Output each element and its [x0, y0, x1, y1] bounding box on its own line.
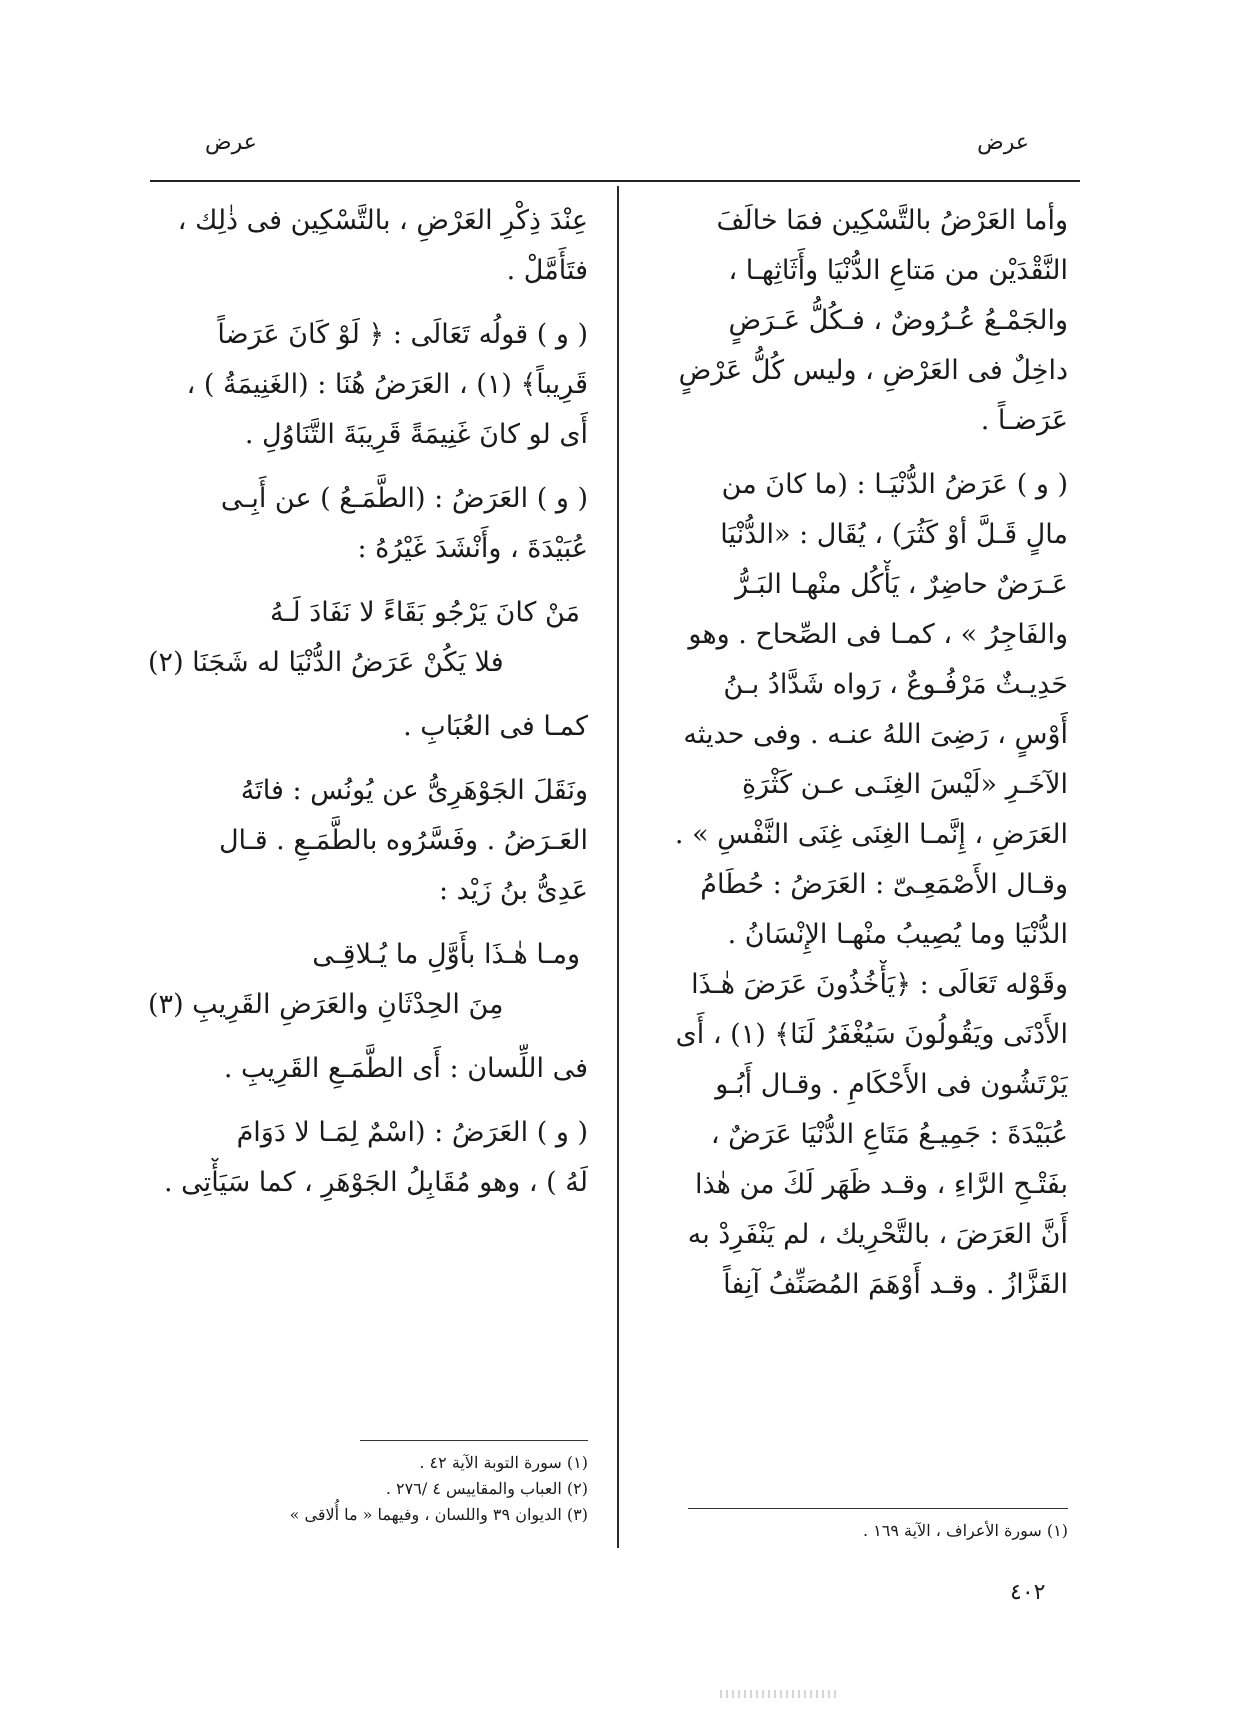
header-rule — [150, 180, 1080, 182]
paragraph — [140, 310, 588, 460]
text-line: داخِلٌ فى العَرْضِ ، وليس كُلُّ عَرْضٍ — [678, 355, 1068, 386]
text-line: أَنَّ العَرَضَ ، بالتَّحْرِيك ، لم يَنْفَرِدْ به — [687, 1219, 1068, 1250]
paragraph — [140, 702, 588, 752]
footnotes-left — [140, 1450, 588, 1528]
verse-hemistich-first: مَنْ كانَ يَرْجُو بَقَاءً لا نَفَادَ لَـهُ — [270, 597, 580, 628]
footnotes-right — [650, 1518, 1068, 1544]
text-line: النَّقْدَيْن من مَتاعِ الدُّنْيَا وأَثَاثِهـا ، — [728, 255, 1068, 286]
text-line: فى اللِّسان : أَى الطَّمَـعِ القَرِيبِ . — [223, 1053, 588, 1084]
text-line: يَرْتَشُون فى الأَحْكَامِ . وقـال أَبُـو — [715, 1069, 1068, 1100]
verse-hemistich-second: مِنَ الحِدْثَانِ والعَرَضِ القَرِيبِ (٣) — [148, 989, 504, 1020]
text-line: والجَمْـعُ عُـرُوضٌ ، فـكُلُّ عَـرَضٍ — [728, 305, 1068, 336]
text-line: ونَقَلَ الجَوْهَرِىُّ عن يُونُس : فاتَهُ — [240, 775, 588, 806]
left-column — [140, 196, 588, 1222]
text-line: بفَتْـحِ الرَّاءِ ، وقـد ظَهَر لَكَ من هٰذا — [694, 1169, 1068, 1200]
footnote: (٢) العباب والمقاييس ٤ /٢٧٦ . — [385, 1479, 588, 1498]
footnote-rule-left — [360, 1440, 588, 1441]
page-number: ٤٠٢ — [1010, 1580, 1046, 1605]
text-line: ( و ) عَرَضُ الدُّنْيَـا : (ما كانَ من — [721, 469, 1068, 500]
text-line: عُبَيْدَةَ ، وأَنْشَدَ غَيْرُهُ : — [357, 533, 588, 564]
text-line: أَى لو كانَ غَنِيمَةً قَرِيبَةَ التَّنَاوُلِ . — [244, 419, 588, 450]
paragraph — [140, 196, 588, 296]
footnote: (١) سورة التوبة الآية ٤٢ . — [419, 1453, 588, 1472]
paragraph — [140, 1044, 588, 1094]
running-head-right: عرض — [977, 130, 1029, 155]
text-line: فتَأَمَّلْ . — [506, 255, 588, 286]
text-line: كمـا فى العُبَابِ . — [403, 711, 588, 742]
text-line: قَرِيباً﴾ (١) ، العَرَضُ هُنَا : (الغَنِيمَةُ ) ، — [186, 369, 588, 400]
running-head-left: عرض — [205, 130, 257, 155]
footnote-rule-right — [688, 1508, 1068, 1509]
paragraph — [140, 474, 588, 574]
text-line: العَـرَضُ . وفَسَّرُوه بالطَّمَـعِ . قـال — [218, 825, 588, 856]
text-line: حَدِيـثٌ مَرْفُـوعٌ ، رَواه شَدَّادُ بـنُ — [723, 669, 1068, 700]
text-line: والفَاجِرُ » ، كمـا فى الصِّحاح . وهو — [688, 619, 1068, 650]
paragraph — [140, 766, 588, 916]
text-line: الآخَـرِ «لَيْسَ الغِنَـى عـن كَثْرَةِ — [742, 769, 1068, 800]
verse-hemistich-second: فلا يَكُنْ عَرَضُ الدُّنْيَا له شَجَنَا (٢) — [148, 647, 504, 678]
text-line: وأما العَرْضُ بالتَّسْكِين فمَا خالَفَ — [716, 205, 1068, 236]
right-column — [650, 196, 1068, 1324]
text-line: عَدِىُّ بنُ زَيْد : — [438, 875, 588, 906]
text-line: ( و ) العَرَضُ : (الطَّمَـعُ ) عن أَبِـى — [220, 483, 588, 514]
text-line: عَرَضـاً . — [980, 405, 1068, 436]
text-line: ( و ) العَرَضُ : (اسْمٌ لِمَـا لا دَوَامَ — [236, 1117, 588, 1148]
text-line: ( و ) قولُه تَعَالَى : ﴿ لَوْ كَانَ عَرَضاً — [217, 319, 588, 350]
footnote: (١) سورة الأعراف ، الآية ١٦٩ . — [863, 1521, 1068, 1540]
text-line: لَهُ ) ، وهو مُقَابِلُ الجَوْهَرِ ، كما سَيَأْتِى . — [164, 1167, 588, 1198]
text-line: الأَدْنَى ويَقُولُونَ سَيُغْفَرُ لَنَا﴾ (١) ، أَى — [675, 1019, 1068, 1050]
text-line: عُبَيْدَةَ : جَمِيـعُ مَتَاعِ الدُّنْيَا عَرَضٌ ، — [710, 1119, 1068, 1150]
text-line: عِنْدَ ذِكْرِ العَرْضِ ، بالتَّسْكِين فى ذٰلِك ، — [177, 205, 588, 236]
footnote: (٣) الديوان ٣٩ واللسان ، وفيهما « ما أُلاقى » — [289, 1505, 588, 1524]
text-line: مالٍ قَـلَّ أوْ كَثُرَ) ، يُقَال : «الدُّنْيَا — [720, 519, 1068, 550]
text-line: أَوْسٍ ، رَضِىَ اللهُ عنـه . وفى حديثه — [683, 719, 1068, 750]
paragraph — [650, 460, 1068, 1310]
text-line: القَزَّازُ . وقـد أَوْهَمَ المُصَنِّفُ آنِفاً — [723, 1269, 1068, 1300]
text-line: وقَوْله تَعَالَى : ﴿يَأْخُذُونَ عَرَضَ هٰـذَا — [691, 969, 1068, 1000]
text-line: العَرَضِ ، إِنَّمـا الغِنَى غِنَى النَّفْسِ » . — [674, 819, 1068, 850]
text-line: وقـال الأَصْمَعِـىّ : العَرَضُ : حُطَامُ — [700, 869, 1068, 900]
verse — [140, 588, 588, 688]
paragraph — [650, 196, 1068, 446]
column-divider — [617, 186, 619, 1548]
text-line: الدُّنْيَا وما يُصِيبُ منْهـا الإِنْسَانُ . — [727, 919, 1068, 950]
verse-hemistich-first: ومـا هٰـذَا بأَوَّلِ ما يُـلاقِـى — [312, 939, 580, 970]
paragraph — [140, 1108, 588, 1208]
text-line: عَـرَضٌ حاضِرٌ ، يَأْكُل منْهـا البَـرُّ — [735, 569, 1068, 600]
scan-artifact — [720, 1690, 840, 1698]
verse — [140, 930, 588, 1030]
